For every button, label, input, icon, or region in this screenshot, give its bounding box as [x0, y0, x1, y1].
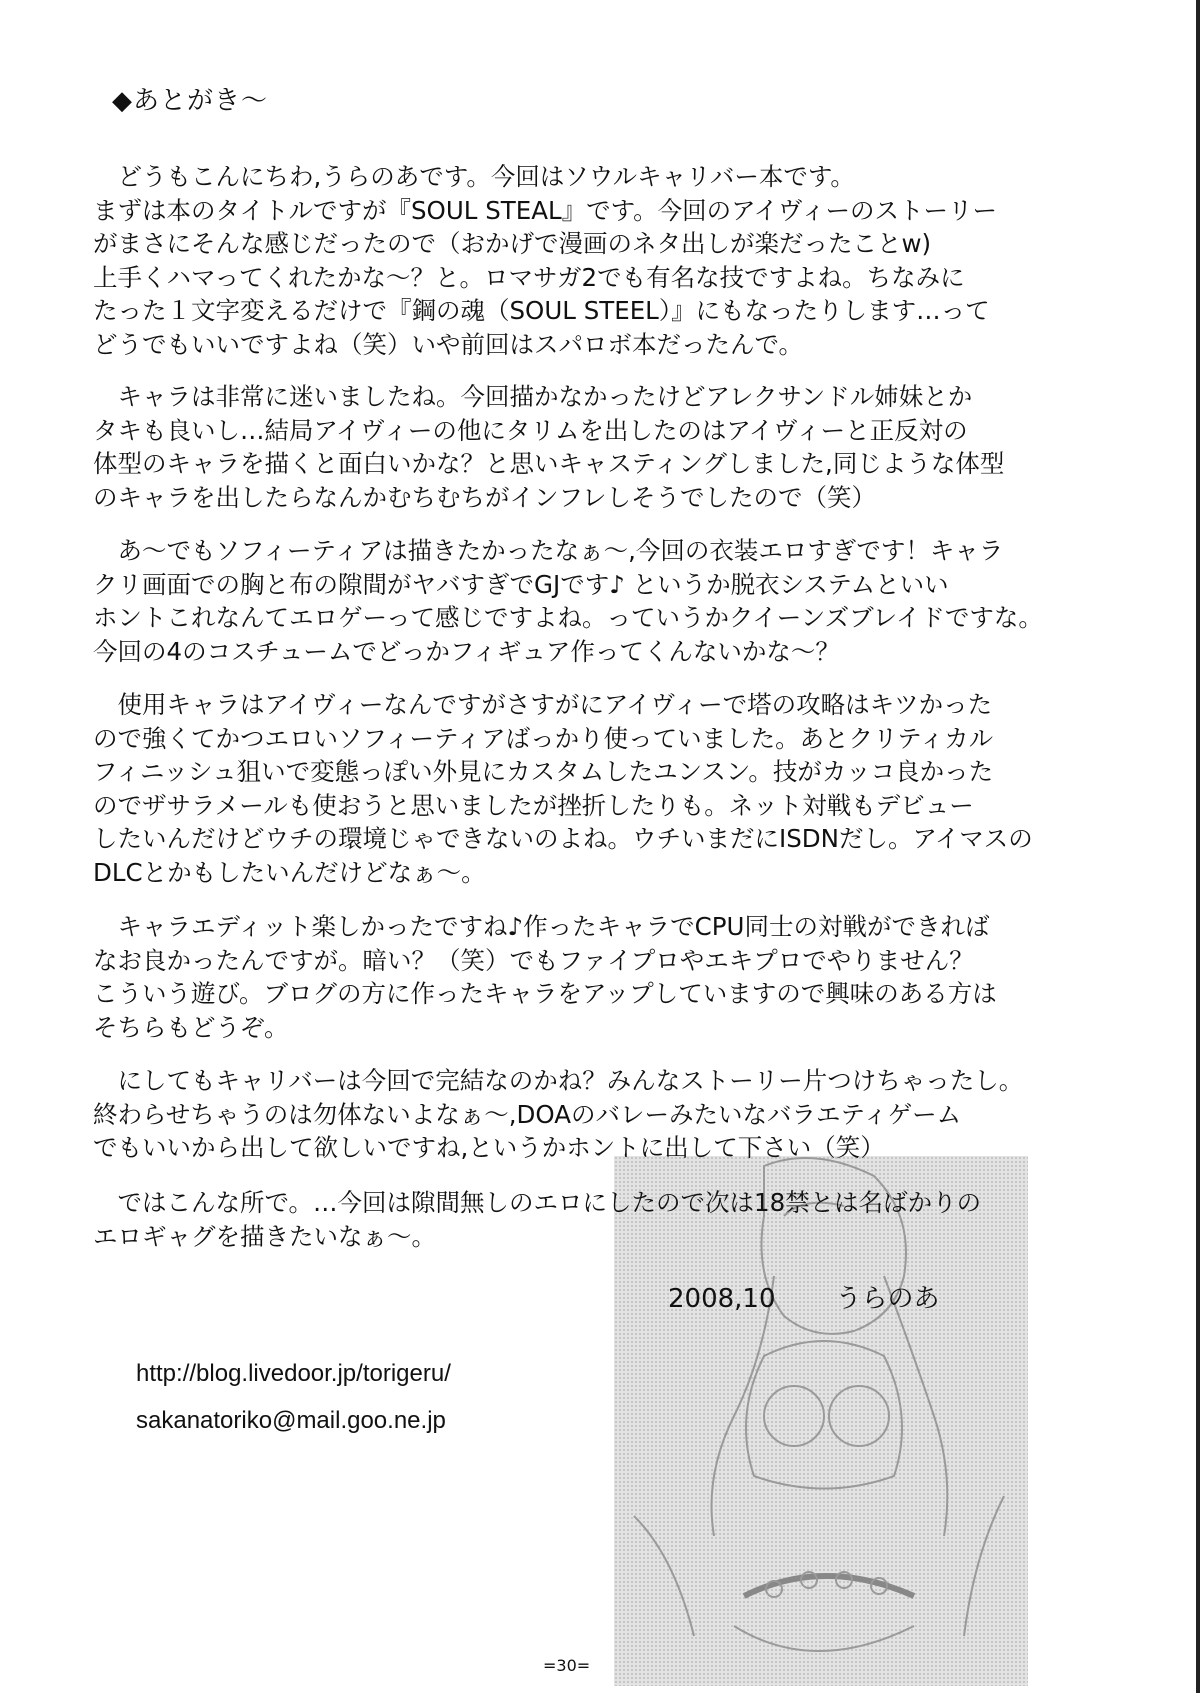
signature-date: 2008,10 [668, 1284, 776, 1314]
paragraph-5 [93, 910, 997, 1044]
paragraph-line: 上手くハマってくれたかな～？と。ロマサガ2でも有名な技ですよね。ちなみに [93, 262, 965, 292]
blog-url[interactable]: http://blog.livedoor.jp/torigeru/ [136, 1360, 451, 1387]
paragraph-7 [93, 1186, 981, 1253]
paragraph-line: のでザサラメールも使おうと思いましたが挫折したりも。ネット対戦もデビュー [93, 790, 974, 820]
paragraph-line: クリ画面での胸と布の隙間がヤバすぎでGJです♪ というか脱衣システムといい [93, 569, 949, 599]
paragraph-line: あ～でもソフィーティアは描きたかったなぁ～,今回の衣装エロすぎです！キャラ [93, 536, 1004, 565]
paragraph-line: DLCとかもしたいんだけどなぁ～。 [93, 857, 486, 887]
page-edge [1196, 0, 1200, 1693]
page-number: =30= [543, 1656, 591, 1675]
paragraph-line: でもいいから出して欲しいですね,というかホントに出して下さい（笑） [93, 1133, 885, 1162]
paragraph-line: たった１文字変えるだけで『鋼の魂（SOUL STEEL）』にもなったりします…って [93, 296, 990, 325]
afterword-heading: ◆あとがき～ [112, 86, 268, 116]
paragraph-line: のキャラを出したらなんかむちむちがインフレしそうでしたので（笑） [93, 482, 877, 512]
paragraph-3 [93, 534, 1043, 668]
paragraph-line: がまさにそんな感じだったので（おかげで漫画のネタ出しが楽だったことw) [93, 229, 932, 258]
paragraph-line: どうでもいいですよね（笑）いや前回はスパロボ本だったんで。 [93, 329, 804, 359]
paragraph-line: まずは本のタイトルですが『SOUL STEAL』です。今回のアイヴィーのストーリー [93, 195, 997, 225]
paragraph-line: キャラは非常に迷いましたね。今回描かなかったけどアレクサンドル姉妹とか [93, 382, 973, 411]
paragraph-line: キャラエディット楽しかったですね♪作ったキャラでCPU同士の対戦ができれば [93, 912, 990, 941]
paragraph-line: にしてもキャリバーは今回で完結なのかね？みんなストーリー片つけちゃったし。 [93, 1066, 1024, 1095]
contact-email[interactable]: sakanatoriko@mail.goo.ne.jp [136, 1407, 446, 1434]
signature-author: うらのあ [835, 1284, 940, 1314]
paragraph-2 [93, 380, 1004, 514]
paragraph-line: 今回の4のコスチュームでどっかフィギュア作ってくんないかな～？ [93, 636, 840, 666]
paragraph-line: なお良かったんですが。暗い？（笑）でもファイプロやエキプロでやりません？ [93, 945, 974, 975]
paragraph-6 [93, 1064, 1023, 1165]
paragraph-line: そちらもどうぞ。 [93, 1012, 289, 1042]
paragraph-line: こういう遊び。ブログの方に作ったキャラをアップしていますので興味のある方は [93, 979, 997, 1008]
paragraph-line: どうもこんにちわ,うらのあです。今回はソウルキャリバー本です。 [93, 162, 855, 191]
paragraph-line: したいんだけどウチの環境じゃできないのよね。ウチいまだにISDNだし。アイマスの [93, 824, 1033, 853]
paragraph-line: タキも良いし…結局アイヴィーの他にタリムを出したのはアイヴィーと正反対の [93, 415, 968, 445]
paragraph-4 [93, 688, 1033, 889]
paragraph-1 [93, 160, 997, 361]
paragraph-line: ホントこれなんてエロゲーって感じですよね。っていうかクイーンズブレイドですな。 [93, 603, 1043, 632]
signature [668, 1278, 940, 1315]
paragraph-line: エロギャグを描きたいなぁ～。 [93, 1221, 436, 1251]
paragraph-line: 終わらせちゃうのは勿体ないよなぁ～,DOAのバレーみたいなバラエティゲーム [93, 1099, 962, 1129]
paragraph-line: フィニッシュ狙いで変態っぽい外見にカスタムしたユンスン。技がカッコ良かった [93, 757, 994, 786]
paragraph-line: ではこんな所で。…今回は隙間無しのエロにしたので次は18禁とは名ばかりの [93, 1188, 982, 1217]
paragraph-line: ので強くてかつエロいソフィーティアばっかり使っていました。あとクリティカル [93, 723, 994, 753]
paragraph-line: 使用キャラはアイヴィーなんですがさすがにアイヴィーで塔の攻略はキツかった [93, 690, 993, 719]
paragraph-line: 体型のキャラを描くと面白いかな？と思いキャスティングしました,同じような体型 [93, 449, 1005, 478]
